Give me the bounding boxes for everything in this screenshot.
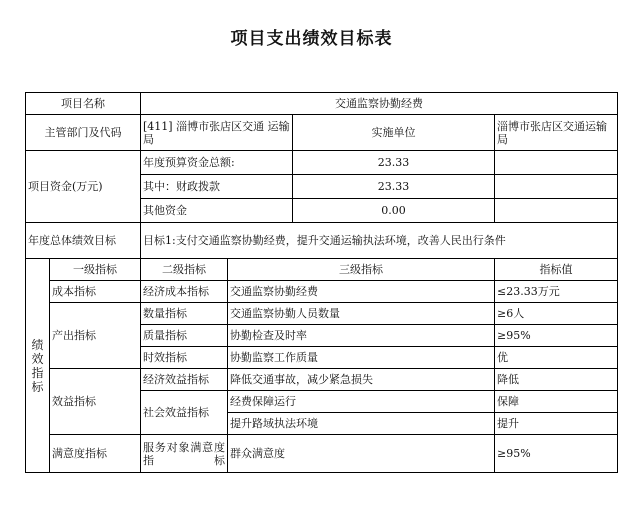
output-quality-level2: 质量指标 xyxy=(141,325,228,347)
funds-total-label: 年度预算资金总额: xyxy=(141,151,293,175)
benefit-economic-level3: 降低交通事故，减少紧急损失 xyxy=(228,369,495,391)
benefit-economic-level2: 经济效益指标 xyxy=(141,369,228,391)
funds-fiscal-empty xyxy=(495,175,618,199)
page-title: 项目支出绩效目标表 xyxy=(230,29,393,49)
funds-other-label: 其他资金 xyxy=(141,199,293,223)
benefit-economic-value: 降低 xyxy=(495,369,618,391)
row-funds-total xyxy=(26,151,618,175)
funds-total-empty xyxy=(495,151,618,175)
row-benefit-economic xyxy=(26,369,618,391)
department-value: [411] 淄博市张店区交通 运输局 xyxy=(141,115,293,151)
header-value: 指标值 xyxy=(495,259,618,281)
funds-fiscal-label: 其中：财政拨款 xyxy=(141,175,293,199)
department-label: 主管部门及代码 xyxy=(26,115,141,151)
row-department xyxy=(26,115,618,151)
cost-level1: 成本指标 xyxy=(50,281,141,303)
header-level1: 一级指标 xyxy=(50,259,141,281)
benefit-social-1-value: 保障 xyxy=(495,391,618,413)
benefit-social-2-value: 提升 xyxy=(495,413,618,435)
row-satisfaction xyxy=(26,435,618,473)
output-timeliness-level3: 协勤监察工作质量 xyxy=(228,347,495,369)
row-project-name xyxy=(26,93,618,115)
header-level2: 二级指标 xyxy=(141,259,228,281)
output-level1: 产出指标 xyxy=(50,303,141,369)
funds-other-empty xyxy=(495,199,618,223)
output-timeliness-level2: 时效指标 xyxy=(141,347,228,369)
row-cost xyxy=(26,281,618,303)
benefit-social-2-level3: 提升路域执法环境 xyxy=(228,413,495,435)
cost-level3: 交通监察协勤经费 xyxy=(228,281,495,303)
performance-indicators-side-label: 绩 效 指 标 xyxy=(26,259,50,473)
funds-other-value: 0.00 xyxy=(293,199,495,223)
benefit-social-level2: 社会效益指标 xyxy=(141,391,228,435)
annual-goal-value: 目标1:支付交通监察协勤经费，提升交通运输执法环境，改善人民出行条件 xyxy=(141,223,618,259)
impl-unit-label: 实施单位 xyxy=(293,115,495,151)
output-quantity-value: ≥6人 xyxy=(495,303,618,325)
output-quality-value: ≥95% xyxy=(495,325,618,347)
satisfaction-value: ≥95% xyxy=(495,435,618,473)
annual-goal-label: 年度总体绩效目标 xyxy=(26,223,141,259)
funds-fiscal-value: 23.33 xyxy=(293,175,495,199)
satisfaction-level3: 群众满意度 xyxy=(228,435,495,473)
row-annual-goal xyxy=(26,223,618,259)
satisfaction-level2: 服务对象满意度指标 xyxy=(141,435,228,473)
funds-total-value: 23.33 xyxy=(293,151,495,175)
satisfaction-level1: 满意度指标 xyxy=(50,435,141,473)
benefit-social-1-level3: 经费保障运行 xyxy=(228,391,495,413)
output-quantity-level3: 交通监察协勤人员数量 xyxy=(228,303,495,325)
output-timeliness-value: 优 xyxy=(495,347,618,369)
benefit-level1: 效益指标 xyxy=(50,369,141,435)
header-level3: 三级指标 xyxy=(228,259,495,281)
funds-label: 项目资金(万元) xyxy=(26,151,141,223)
cost-level2: 经济成本指标 xyxy=(141,281,228,303)
project-name-value: 交通监察协勤经费 xyxy=(141,93,618,115)
project-name-label: 项目名称 xyxy=(26,93,141,115)
impl-unit-value: 淄博市张店区交通运输局 xyxy=(495,115,618,151)
performance-goal-table xyxy=(25,92,618,473)
cost-value: ≤23.33万元 xyxy=(495,281,618,303)
row-output-quantity xyxy=(26,303,618,325)
row-indicator-headers xyxy=(26,259,618,281)
output-quantity-level2: 数量指标 xyxy=(141,303,228,325)
output-quality-level3: 协勤检查及时率 xyxy=(228,325,495,347)
